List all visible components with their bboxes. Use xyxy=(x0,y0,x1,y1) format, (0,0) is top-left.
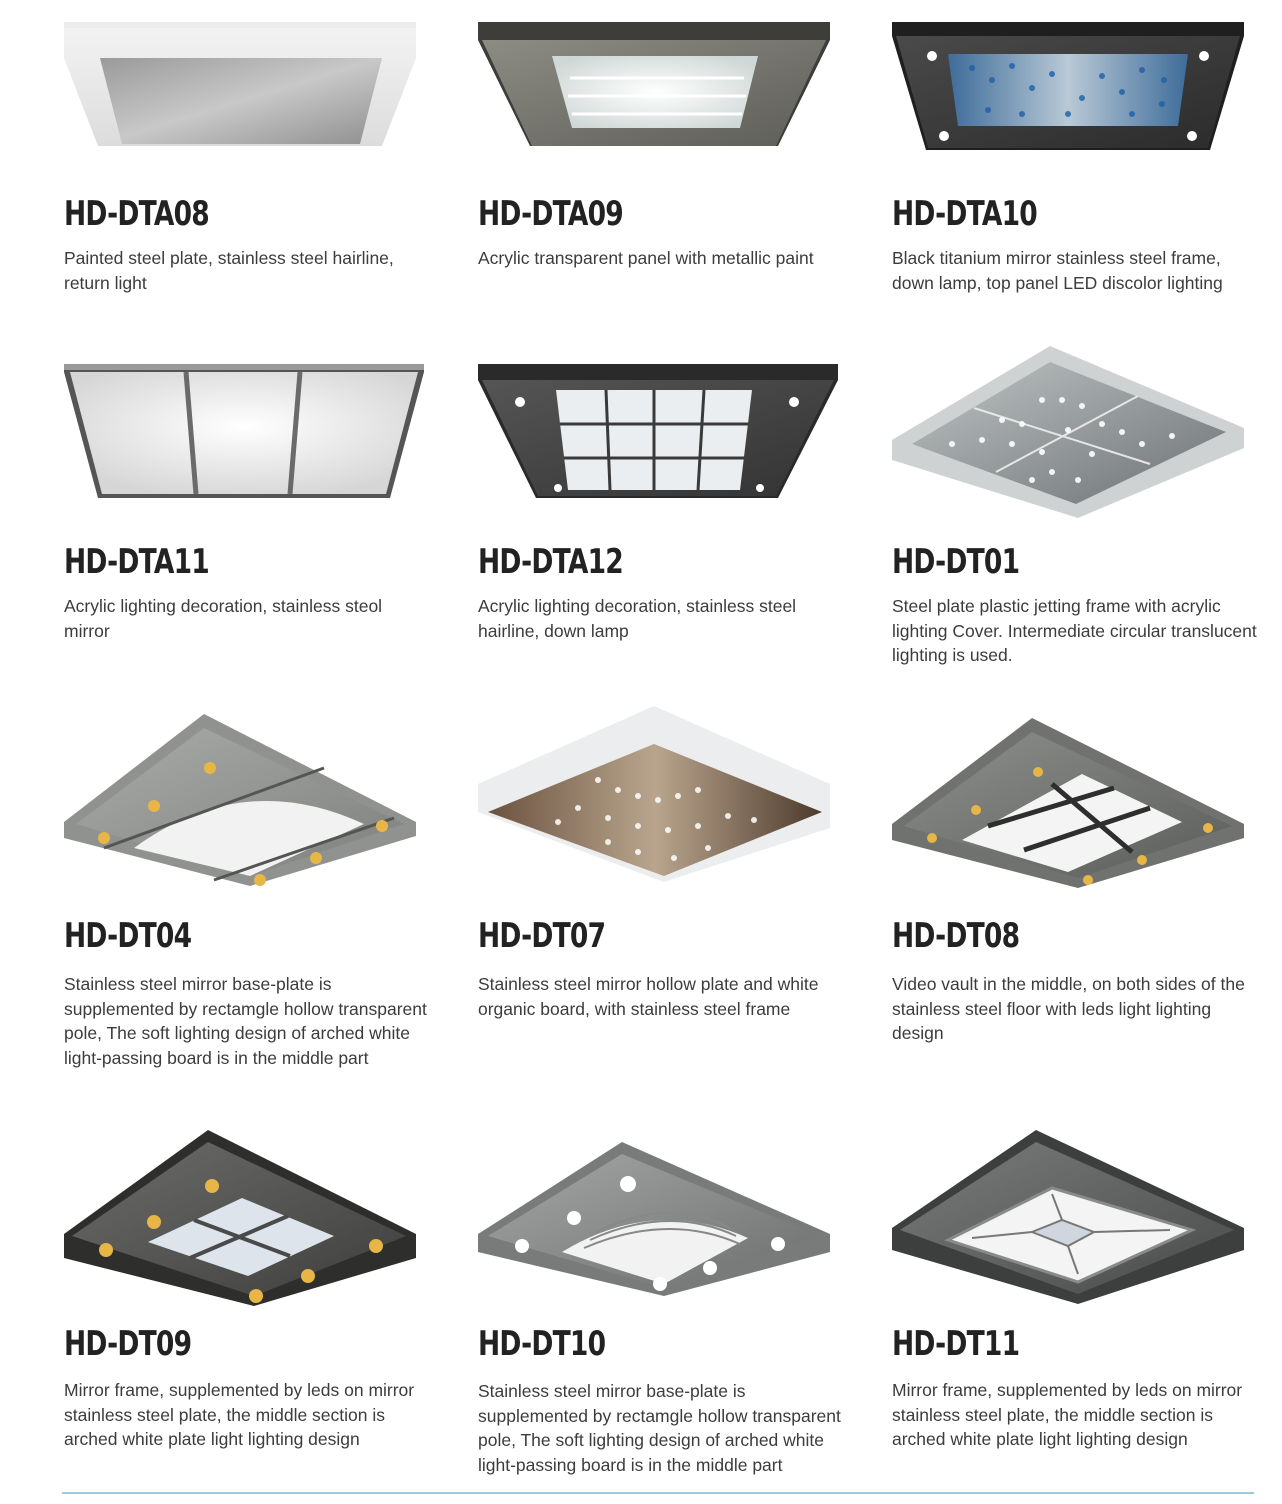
product-description: Mirror frame, supplemented by leds on mirror stainless steel plate, the middle section is arched white plate light lighting design xyxy=(64,1380,415,1449)
product-description: Acrylic transparent panel with metallic paint xyxy=(478,248,814,268)
ceiling-panel-image xyxy=(892,18,1262,188)
product-description: Stainless steel mirror base-plate is supplemented by rectamgle hollow transparent pole, The soft lighting design of arched white light-passing board is in the middle part xyxy=(64,974,427,1068)
ceiling-panel-image xyxy=(64,708,434,878)
ceiling-panel-image xyxy=(478,700,848,870)
product-code: HD-DT08 xyxy=(892,916,1020,956)
product-description: Video vault in the middle, on both sides of the stainless steel floor with leds light lighting design xyxy=(892,974,1245,1043)
product-code: HD-DT11 xyxy=(892,1324,1020,1364)
ceiling-panel-image xyxy=(478,358,848,528)
product-code: HD-DT09 xyxy=(64,1324,192,1364)
ceiling-panel-image xyxy=(892,712,1262,882)
product-description: Painted steel plate, stainless steel hairline, return light xyxy=(64,248,394,293)
product-description: Acrylic lighting decoration, stainless steel hairline, down lamp xyxy=(478,596,797,641)
product-code: HD-DTA10 xyxy=(892,194,1037,234)
footer-divider xyxy=(62,1492,1254,1494)
product-code: HD-DTA08 xyxy=(64,194,209,234)
ceiling-panel-image xyxy=(64,18,434,188)
product-description: Black titanium mirror stainless steel frame, down lamp, top panel LED discolor lighting xyxy=(892,248,1223,293)
ceiling-panel-image xyxy=(892,1124,1262,1294)
product-code: HD-DT10 xyxy=(478,1324,606,1364)
product-code: HD-DT01 xyxy=(892,542,1020,582)
product-description: Stainless steel mirror hollow plate and white organic board, with stainless steel frame xyxy=(478,974,819,1019)
ceiling-panel-image xyxy=(478,1136,848,1306)
ceiling-panel-image xyxy=(64,1124,434,1294)
product-description: Mirror frame, supplemented by leds on mirror stainless steel plate, the middle section is arched white plate light lighting design xyxy=(892,1380,1243,1449)
product-description: Steel plate plastic jetting frame with acrylic lighting Cover. Intermediate circular translucent lighting is used. xyxy=(892,596,1257,665)
product-description: Acrylic lighting decoration, stainless steol mirror xyxy=(64,596,383,641)
product-code: HD-DT04 xyxy=(64,916,192,956)
product-code: HD-DTA09 xyxy=(478,194,623,234)
ceiling-panel-image xyxy=(478,18,848,188)
ceiling-panel-image xyxy=(64,358,434,528)
product-code: HD-DTA12 xyxy=(478,542,623,582)
product-code: HD-DT07 xyxy=(478,916,606,956)
product-code: HD-DTA11 xyxy=(64,542,209,582)
product-description: Stainless steel mirror base-plate is supplemented by rectamgle hollow transparent pole, The soft lighting design of arched white light-passing board is in the middle part xyxy=(478,1381,841,1475)
ceiling-panel-image xyxy=(892,340,1262,510)
